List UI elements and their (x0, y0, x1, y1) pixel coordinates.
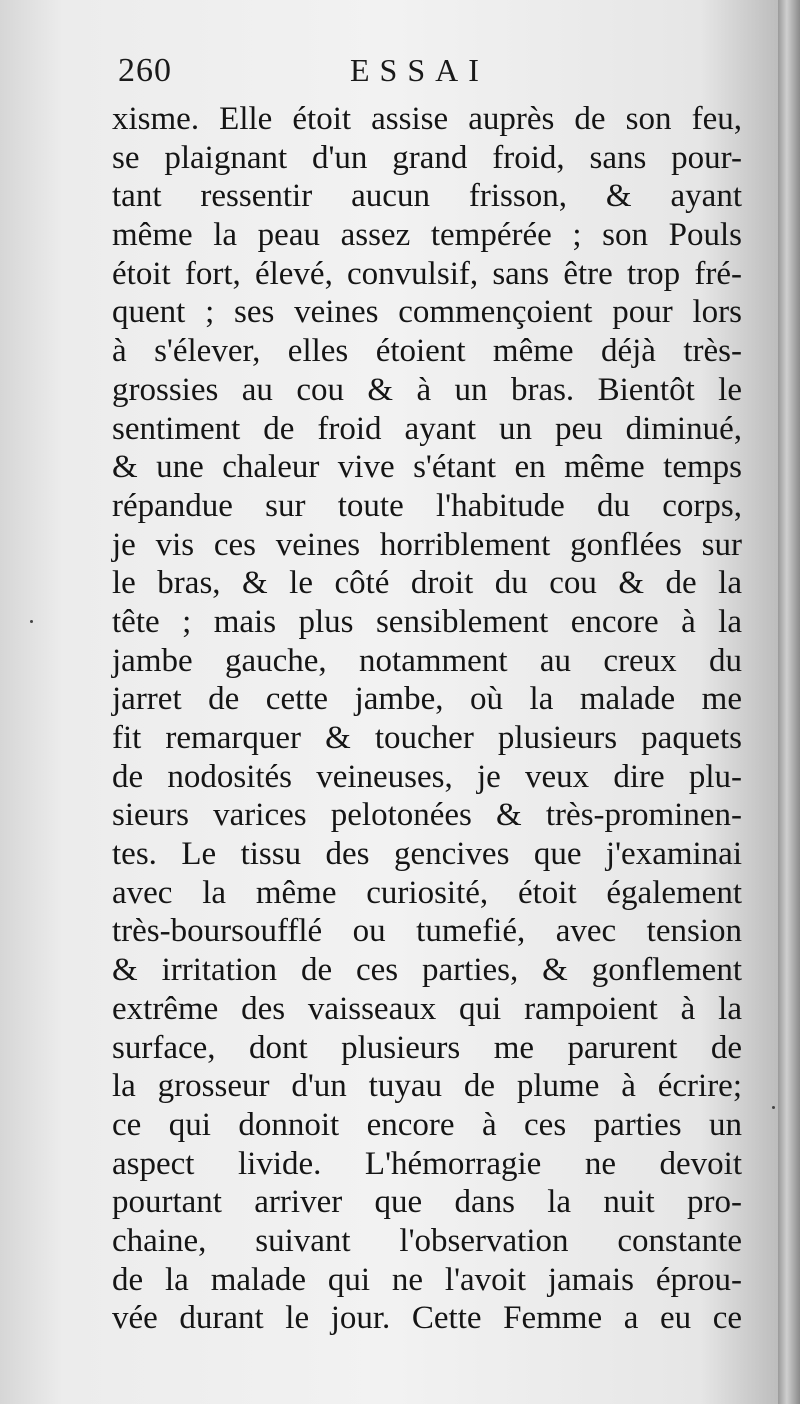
text-line: sieurs varices pelotonées & très-prominen- (112, 797, 742, 834)
text-line: je vis ces veines horriblement gonflées sur (112, 526, 742, 563)
text-line: grossies au cou & à un bras. Bientôt le (112, 371, 742, 408)
text-line: le bras, & le côté droit du cou & de la (112, 565, 742, 602)
text-line: à s'élever, elles étoient même déjà très- (112, 333, 742, 370)
text-line: jarret de cette jambe, où la malade me (112, 681, 742, 718)
paper-speck (30, 620, 33, 623)
text-line: vée durant le jour. Cette Femme a eu ce (112, 1300, 742, 1337)
text-line: jambe gauche, notamment au creux du (112, 642, 742, 679)
page-edge (778, 0, 800, 1404)
text-line: même la peau assez tempérée ; son Pouls (112, 217, 742, 254)
text-line: tes. Le tissu des gencives que j'examinai (112, 836, 742, 873)
text-line: sentiment de froid ayant un peu diminué, (112, 410, 742, 447)
running-title: ESSAI (350, 52, 489, 88)
text-line: étoit fort, élevé, convulsif, sans être trop fré- (112, 255, 742, 292)
text-line: chaine, suivant l'observation constante (112, 1222, 742, 1259)
text-line: aspect livide. L'hémorragie ne devoit (112, 1145, 742, 1182)
text-line: tête ; mais plus sensiblement encore à la (112, 603, 742, 640)
text-line: extrême des vaisseaux qui rampoient à la (112, 990, 742, 1027)
text-line: se plaignant d'un grand froid, sans pour- (112, 139, 742, 176)
text-line: la grosseur d'un tuyau de plume à écrire; (112, 1068, 742, 1105)
text-line: avec la même curiosité, étoit également (112, 874, 742, 911)
text-line: pourtant arriver que dans la nuit pro- (112, 1184, 742, 1221)
paper-speck (772, 1106, 775, 1109)
text-line: & une chaleur vive s'étant en même temps (112, 449, 742, 486)
text-line: quent ; ses veines commençoient pour lors (112, 294, 742, 331)
text-line: répandue sur toute l'habitude du corps, (112, 487, 742, 524)
text-line: très-boursoufflé ou tumefié, avec tension (112, 913, 742, 950)
text-line: & irritation de ces parties, & gonflement (112, 952, 742, 989)
page-number: 260 (118, 52, 172, 89)
text-line: de la malade qui ne l'avoit jamais éprou- (112, 1261, 742, 1298)
body-text (112, 100, 742, 1338)
page-header (118, 52, 738, 96)
text-line: tant ressentir aucun frisson, & ayant (112, 178, 742, 215)
text-line: fit remarquer & toucher plusieurs paquets (112, 720, 742, 756)
text-line: surface, dont plusieurs me parurent de (112, 1029, 742, 1066)
text-line: xisme. Elle étoit assise auprès de son feu, (112, 101, 742, 137)
text-line: de nodosités veineuses, je veux dire plu- (112, 758, 742, 795)
text-line: ce qui donnoit encore à ces parties un (112, 1106, 742, 1143)
